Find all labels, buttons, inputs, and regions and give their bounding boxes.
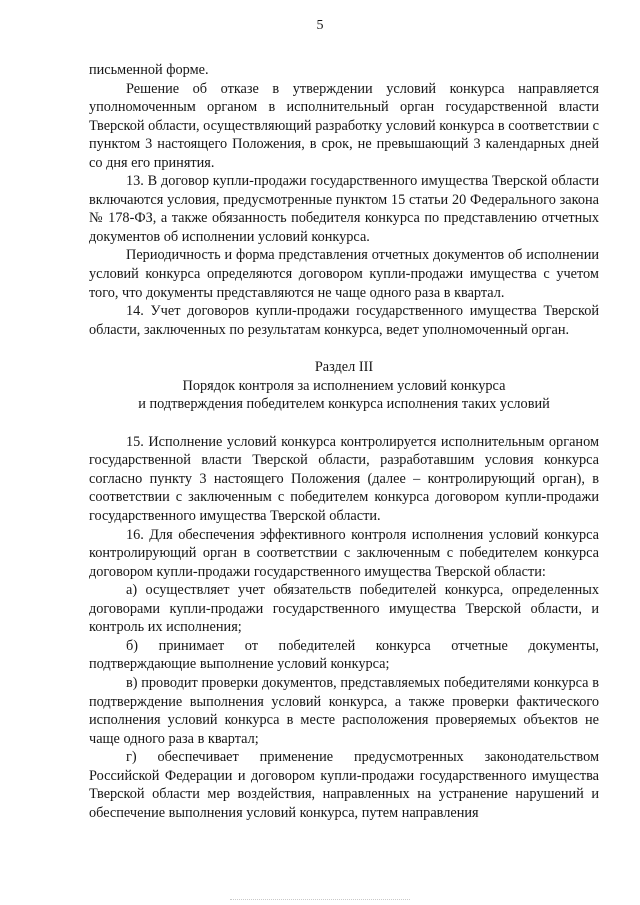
section-title-line-2: и подтверждения победителем конкурса исполнения таких условий xyxy=(138,396,550,413)
section-heading xyxy=(89,358,599,414)
section-label: Раздел III xyxy=(314,359,374,376)
paragraph-continuation: письменной форме. xyxy=(89,62,209,78)
paragraph-item-14: 14. Учет договоров купли-продажи государственного имущества Тверской области, заключенных по результатам конкурса, ведет уполномоченный орган. xyxy=(89,303,599,338)
paragraph-item-15: 15. Исполнение условий конкурса контролируется исполнительным органом государственной власти Тверской области, разработавшим условия конкурса согласно пункту 3 настоящего Положения (далее – контролирующий орган), в соответствии с заключенным с победителем конкурса договором купли-продажи государственного имущества Тверской области. xyxy=(89,433,599,525)
paragraph-item-16g: г) обеспечивает применение предусмотренных законодательством Российской Федерации и договором купли-продажи государственного имущества Тверской области мер воздействия, направленных на устранение нарушений и обеспечение выполнения условий конкурса, путем направления xyxy=(89,749,599,821)
paragraph-item-16v: в) проводит проверки документов, представляемых победителями конкурса в подтверждение выполнения условий конкурса, а также проверки фактического исполнения условий конкурса в месте расположения проверяемых объектов не чаще одного раза в квартал; xyxy=(89,674,599,747)
spacer xyxy=(89,339,599,358)
paragraph-refusal-decision: Решение об отказе в утверждении условий конкурса направляется уполномоченным органом в исполнительный орган государственной власти Тверской области, осуществляющий разработку условий конкурса в соответствии с пунктом 3 настоящего Положения, в срок, не превышающий 3 календарных дней со дня его принятия. xyxy=(89,80,599,171)
paragraph-item-16a: а) осуществляет учет обязательств победителей конкурса, определенных договорами купли-продажи государственного имущества Тверской области, и контроль их исполнения; xyxy=(89,582,599,636)
paragraph-item-16: 16. Для обеспечения эффективного контроля исполнения условий конкурса контролирующий орган в соответствии с заключенным с победителем конкурса договором купли-продажи государственного имущества Тверской области: xyxy=(89,526,599,580)
scan-edge-mark xyxy=(230,899,410,901)
page-number: 5 xyxy=(316,18,324,33)
paragraph-item-16b: б) принимает от победителей конкурса отчетные документы, подтверждающие выполнение условий конкурса; xyxy=(89,637,599,673)
document-body xyxy=(89,61,599,822)
spacer xyxy=(89,414,599,433)
paragraph-reporting-frequency: Периодичность и форма представления отчетных документов об исполнении условий конкурса определяются договором купли-продажи имущества с учетом того, что документы представляются не чаще одного раза в квартал. xyxy=(89,247,599,301)
paragraph-item-13: 13. В договор купли-продажи государственного имущества Тверской области включаются условия, предусмотренные пунктом 15 статьи 20 Федерального закона № 178-ФЗ, а также обязанность победителя конкурса по представлению отчетных документов об исполнении условий конкурса. xyxy=(89,173,599,245)
section-title-line-1: Порядок контроля за исполнением условий конкурса xyxy=(182,377,506,394)
